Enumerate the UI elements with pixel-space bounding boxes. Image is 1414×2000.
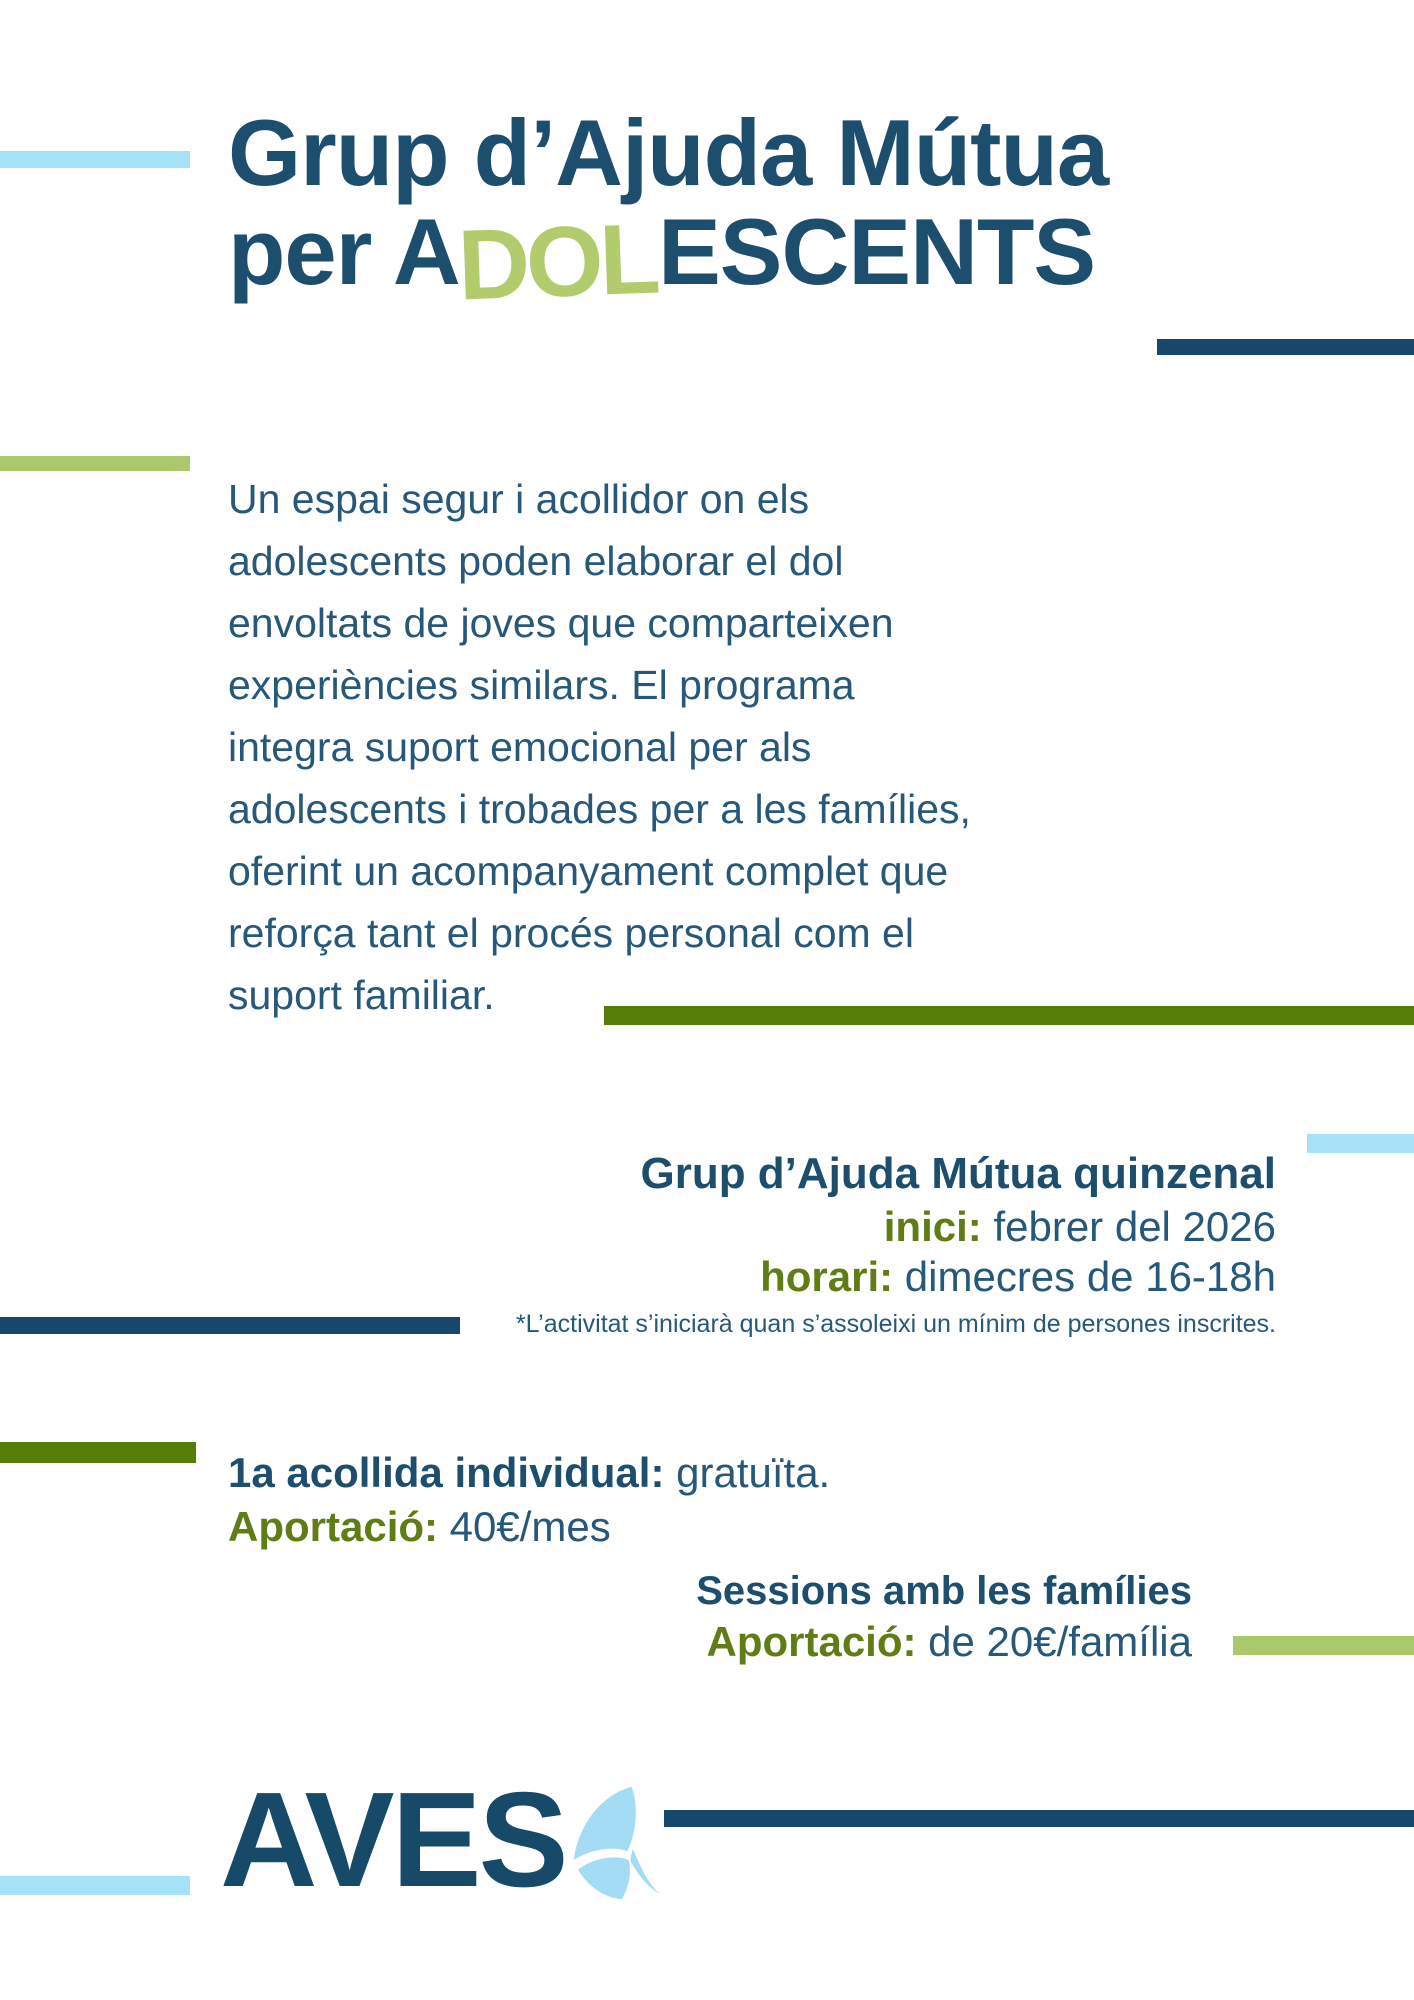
- program-start-line: [516, 1202, 1276, 1252]
- intake-label: 1a acollida individual:: [228, 1449, 665, 1496]
- intake-line: [228, 1446, 830, 1500]
- family-fee-line: [696, 1616, 1192, 1668]
- program-schedule-label: horari:: [760, 1253, 894, 1300]
- accent-bar-logo-right: [664, 1810, 1414, 1827]
- accent-bar-intake-left: [0, 1442, 196, 1463]
- intake-value: gratuïta.: [664, 1449, 831, 1496]
- intake-fee-line: [228, 1500, 830, 1554]
- title-line1: Grup d’Ajuda Mútua: [228, 100, 1109, 205]
- aves-logo-text: AVES: [220, 1764, 566, 1915]
- title-dol-highlight: DOL: [455, 203, 658, 322]
- intake-fee-value: 40€/mes: [438, 1503, 611, 1550]
- program-schedule-line: [516, 1252, 1276, 1302]
- program-note: *L’activitat s’iniciarà quan s’assoleixi un mínim de persones inscrites.: [515, 1310, 1276, 1338]
- program-heading: Grup d’Ajuda Mútua quinzenal: [640, 1149, 1276, 1198]
- accent-bar-top-left: [0, 151, 190, 168]
- intro-line: oferint un acompanyament complet que: [228, 848, 949, 894]
- intro-line: adolescents poden elaborar el dol: [228, 538, 844, 584]
- intake-fee-label: Aportació:: [228, 1503, 438, 1550]
- butterfly-icon: [566, 1784, 666, 1902]
- program-schedule-value: dimecres de 16-18h: [893, 1253, 1276, 1300]
- title-line2: [228, 199, 1108, 322]
- intro-line: envoltats de joves que comparteixen: [228, 600, 894, 646]
- page-title: [228, 100, 1109, 322]
- intro-line: Un espai segur i acollidor on els: [228, 476, 810, 522]
- intro-line: integra suport emocional per als: [228, 724, 812, 770]
- family-fee-label: Aportació:: [706, 1618, 917, 1665]
- program-start-label: inici:: [883, 1203, 982, 1250]
- intro-line: suport familiar.: [228, 972, 495, 1018]
- accent-bar-program-right: [1307, 1134, 1414, 1153]
- title-line2-post: ESCENTS: [658, 199, 1096, 304]
- accent-bar-intro-left: [0, 456, 190, 471]
- intro-paragraph: [228, 468, 971, 1026]
- family-heading: Sessions amb les famílies: [696, 1569, 1192, 1613]
- title-line2-pre: per A: [228, 199, 460, 304]
- accent-bar-note-left: [0, 1317, 460, 1334]
- family-fee-value: de 20€/família: [916, 1618, 1192, 1665]
- intro-line: adolescents i trobades per a les famílies,: [228, 786, 971, 832]
- individual-pricing-section: [228, 1446, 830, 1554]
- family-pricing-section: [696, 1566, 1192, 1668]
- accent-bar-title-right: [1157, 339, 1414, 355]
- program-section: [516, 1146, 1276, 1340]
- accent-bar-logo-left: [0, 1876, 190, 1895]
- intro-line: experiències similars. El programa: [228, 662, 855, 708]
- program-start-value: febrer del 2026: [981, 1203, 1276, 1250]
- intro-line: reforça tant el procés personal com el: [228, 910, 914, 956]
- accent-bar-family-right: [1233, 1636, 1414, 1655]
